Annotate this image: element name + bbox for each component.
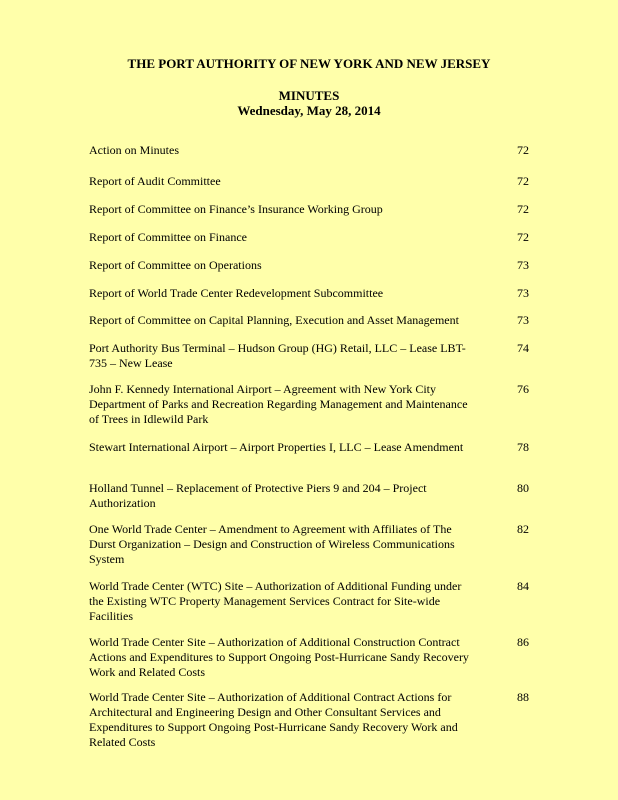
toc-entry-title: Report of Committee on Operations	[89, 258, 262, 272]
toc-entry-title: Holland Tunnel – Replacement of Protective Piers 9 and 204 – Project Authorization	[89, 481, 427, 510]
toc-entry-title: Report of World Trade Center Redevelopment Subcommittee	[89, 286, 384, 300]
minutes-heading	[0, 88, 618, 118]
toc-entry-page: 82	[517, 522, 529, 536]
toc-entry-title: Report of Audit Committee	[89, 174, 221, 188]
toc-entry-page: 74	[517, 341, 529, 355]
organization-title: THE PORT AUTHORITY OF NEW YORK AND NEW JERSEY	[127, 56, 491, 71]
toc-entry-title: One World Trade Center – Amendment to Agreement with Affiliates of The Durst Organization – Design and Construction of Wireless Communications System	[89, 522, 455, 566]
toc-entry-title: World Trade Center (WTC) Site – Authorization of Additional Funding under the Existing WTC Property Management Services Contract for Site-wide Facilities	[89, 579, 462, 623]
toc-entry-title: John F. Kennedy International Airport – Agreement with New York City Department of Parks and Recreation Regarding Management and Maintenance of Trees in Idlewild Park	[89, 382, 468, 426]
toc-entry-title: Report of Committee on Finance’s Insurance Working Group	[89, 202, 383, 216]
minutes-title: MINUTES	[278, 88, 340, 103]
toc-entry-page: 72	[517, 202, 529, 216]
toc-entry-title: Action on Minutes	[89, 143, 179, 157]
toc-entry-title: Report of Committee on Capital Planning, Execution and Asset Management	[89, 313, 459, 327]
toc-entry-page: 72	[517, 230, 529, 244]
toc-entry-page: 88	[517, 690, 529, 704]
meeting-date: Wednesday, May 28, 2014	[237, 103, 381, 118]
toc-entry-title: Report of Committee on Finance	[89, 230, 247, 244]
toc-entry-page: 73	[517, 286, 529, 300]
toc-entry-page: 73	[517, 258, 529, 272]
toc-entry-page: 78	[517, 440, 529, 454]
toc-entry-page: 76	[517, 382, 529, 396]
toc-entry-page: 73	[517, 313, 529, 327]
toc-entry-page: 86	[517, 635, 529, 649]
toc-entry-title: World Trade Center Site – Authorization of Additional Construction Contract Actions and Expenditures to Support Ongoing Post-Hurricane Sandy Recovery Work and Related Costs	[89, 635, 469, 679]
toc-entry-title: Port Authority Bus Terminal – Hudson Group (HG) Retail, LLC – Lease LBT-735 – New Lease	[89, 341, 466, 370]
toc-entry-page: 72	[517, 143, 529, 157]
toc-entry-title: Stewart International Airport – Airport Properties I, LLC – Lease Amendment	[89, 440, 464, 454]
toc-entry-title: World Trade Center Site – Authorization of Additional Contract Actions for Architectural and Engineering Design and Other Consultant Services and Expenditures to Support Ongoing Post-Hurricane Sandy Recovery Work and Related Costs	[89, 690, 458, 749]
toc-entry-page: 72	[517, 174, 529, 188]
toc-entry-page: 80	[517, 481, 529, 495]
toc-entry-page: 84	[517, 579, 529, 593]
